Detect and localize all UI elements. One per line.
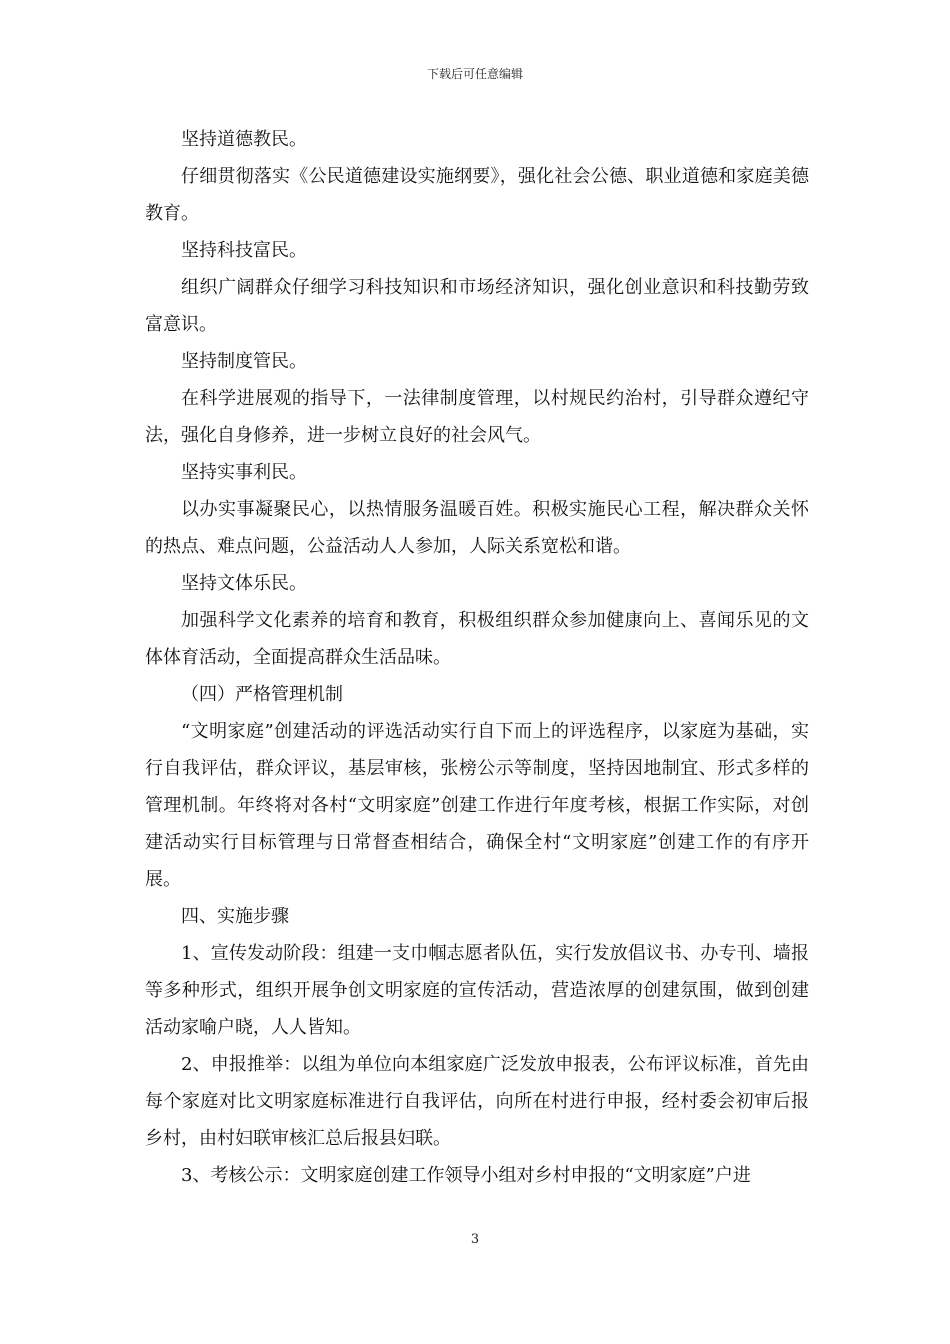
document-body	[145, 121, 809, 1194]
page-header: 下载后可任意编辑	[426, 67, 523, 81]
paragraph: 仔细贯彻落实《公民道德建设实施纲要》，强化社会公德、职业道德和家庭美德教育。	[145, 166, 809, 224]
paragraph: 在科学进展观的指导下，一法律制度管理，以村规民约治村，引导群众遵纪守法，强化自身修养，进一步树立良好的社会风气。	[145, 388, 809, 446]
paragraph: 坚持文体乐民。	[181, 573, 307, 594]
paragraph: 坚持制度管民。	[181, 351, 307, 372]
section-heading: （四）严格管理机制	[181, 684, 343, 705]
paragraph: 组织广阔群众仔细学习科技知识和市场经济知识，强化创业意识和科技勤劳致富意识。	[145, 277, 809, 335]
paragraph: “文明家庭”创建活动的评选活动实行自下而上的评选程序，以家庭为基础，实行自我评估，群众评议，基层审核，张榜公示等制度，坚持因地制宜、形式多样的管理机制。年终将对各村“文明家庭”创建工作进行年度考核，根据工作实际，对创建活动实行目标管理与日常督查相结合，确保全村“文明家庭”创建工作的有序开展。	[145, 721, 809, 890]
paragraph: 3、考核公示：文明家庭创建工作领导小组对乡村申报的“文明家庭”户进	[181, 1165, 751, 1186]
paragraph: 坚持道德教民。	[181, 129, 307, 150]
paragraph: 以办实事凝聚民心，以热情服务温暖百姓。积极实施民心工程，解决群众关怀的热点、难点问题，公益活动人人参加，人际关系宽松和谐。	[145, 499, 809, 557]
paragraph: 坚持实事利民。	[181, 462, 307, 483]
section-heading: 四、实施步骤	[181, 906, 289, 927]
paragraph: 2、申报推举：以组为单位向本组家庭广泛发放申报表，公布评议标准，首先由每个家庭对比文明家庭标准进行自我评估，向所在村进行申报，经村委会初审后报乡村，由村妇联审核汇总后报县妇联。	[145, 1054, 809, 1149]
page-number: 3	[470, 1232, 480, 1247]
paragraph: 坚持科技富民。	[181, 240, 307, 261]
paragraph: 1、宣传发动阶段：组建一支巾帼志愿者队伍，实行发放倡议书、办专刊、墙报等多种形式，组织开展争创文明家庭的宣传活动，营造浓厚的创建氛围，做到创建活动家喻户晓，人人皆知。	[145, 943, 809, 1038]
paragraph: 加强科学文化素养的培育和教育，积极组织群众参加健康向上、喜闻乐见的文体体育活动，全面提高群众生活品味。	[145, 610, 809, 668]
